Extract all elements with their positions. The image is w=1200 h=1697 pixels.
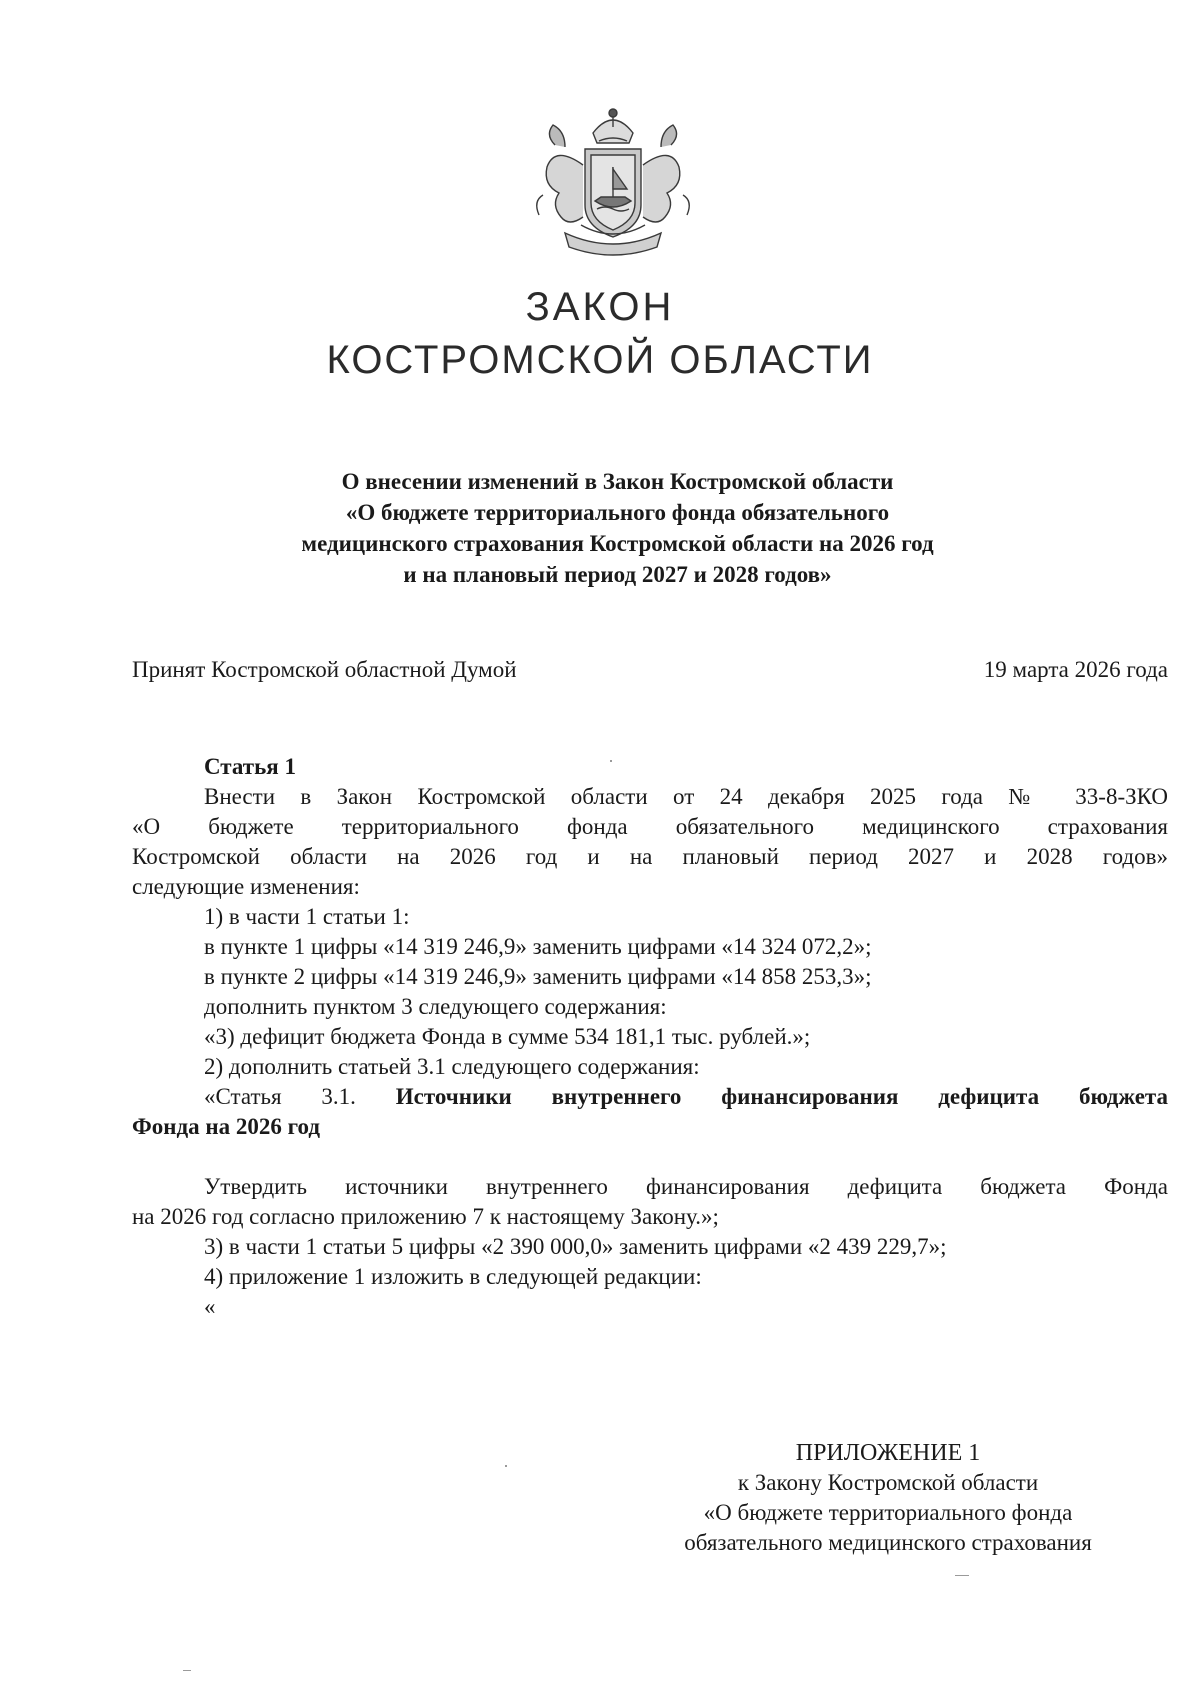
open-quote: « bbox=[204, 1294, 216, 1319]
scan-speck bbox=[610, 760, 612, 762]
paragraph-line: на 2026 год согласно приложению 7 к настоящему Закону.»; bbox=[132, 1204, 719, 1229]
paragraph-line: Внести в Закон Костромской области от 24 декабря 2025 года № 33-8-ЗКО bbox=[204, 784, 1168, 809]
title-line: и на плановый период 2027 и 2028 годов» bbox=[403, 562, 832, 587]
article-heading: Статья 1 bbox=[204, 754, 296, 779]
list-item: 1) в части 1 статьи 1: bbox=[204, 904, 410, 929]
paragraph-line: следующие изменения: bbox=[132, 874, 360, 899]
region-heading: КОСТРОМСКОЙ ОБЛАСТИ bbox=[326, 338, 874, 382]
scan-speck bbox=[505, 1465, 507, 1467]
list-item: дополнить пунктом 3 следующего содержания: bbox=[204, 994, 667, 1019]
appendix-line: обязательного медицинского страхования bbox=[684, 1530, 1092, 1555]
adoption-date: 19 марта 2026 года bbox=[983, 657, 1168, 682]
list-item: в пункте 1 цифры «14 319 246,9» заменить цифрами «14 324 072,2»; bbox=[204, 934, 872, 959]
new-article-prefix: «Статья 3.1. bbox=[204, 1084, 356, 1109]
kostroma-coat-of-arms-icon bbox=[525, 105, 700, 265]
list-item: 3) в части 1 статьи 5 цифры «2 390 000,0» заменить цифрами «2 439 229,7»; bbox=[204, 1234, 947, 1259]
adopted-by: Принят Костромской областной Думой bbox=[132, 657, 517, 682]
appendix-line: к Закону Костромской области bbox=[737, 1470, 1039, 1495]
appendix-block bbox=[608, 1438, 1168, 1558]
list-item: 2) дополнить статьей 3.1 следующего содержания: bbox=[204, 1054, 700, 1079]
new-article-title: Источники внутреннего финансирования дефицита бюджета bbox=[395, 1084, 1169, 1109]
list-item: в пункте 2 цифры «14 319 246,9» заменить цифрами «14 858 253,3»; bbox=[204, 964, 872, 989]
list-item: «3) дефицит бюджета Фонда в сумме 534 181,1 тыс. рублей.»; bbox=[204, 1024, 811, 1049]
title-line: О внесении изменений в Закон Костромской области bbox=[341, 469, 894, 494]
new-article-title-cont: Фонда на 2026 год bbox=[132, 1114, 320, 1139]
law-title bbox=[200, 466, 1035, 590]
new-article-heading bbox=[204, 1082, 1168, 1112]
list-item: 4) приложение 1 изложить в следующей редакции: bbox=[204, 1264, 702, 1289]
paragraph-line: Костромской области на 2026 год и на плановый период 2027 и 2028 годов» bbox=[132, 844, 1168, 869]
title-line: медицинского страхования Костромской области на 2026 год bbox=[301, 531, 934, 556]
scan-speck bbox=[955, 1575, 969, 1576]
title-line: «О бюджете территориального фонда обязательного bbox=[345, 500, 890, 525]
paragraph-line: «О бюджете территориального фонда обязательного медицинского страхования bbox=[132, 814, 1168, 839]
scan-speck bbox=[183, 1670, 191, 1671]
appendix-line: «О бюджете территориального фонда bbox=[703, 1500, 1073, 1525]
appendix-title: ПРИЛОЖЕНИЕ 1 bbox=[795, 1440, 981, 1466]
paragraph-line: Утвердить источники внутреннего финансирования дефицита бюджета Фонда bbox=[204, 1174, 1168, 1199]
adoption-row bbox=[132, 657, 1168, 689]
law-heading: ЗАКОН bbox=[525, 285, 675, 329]
